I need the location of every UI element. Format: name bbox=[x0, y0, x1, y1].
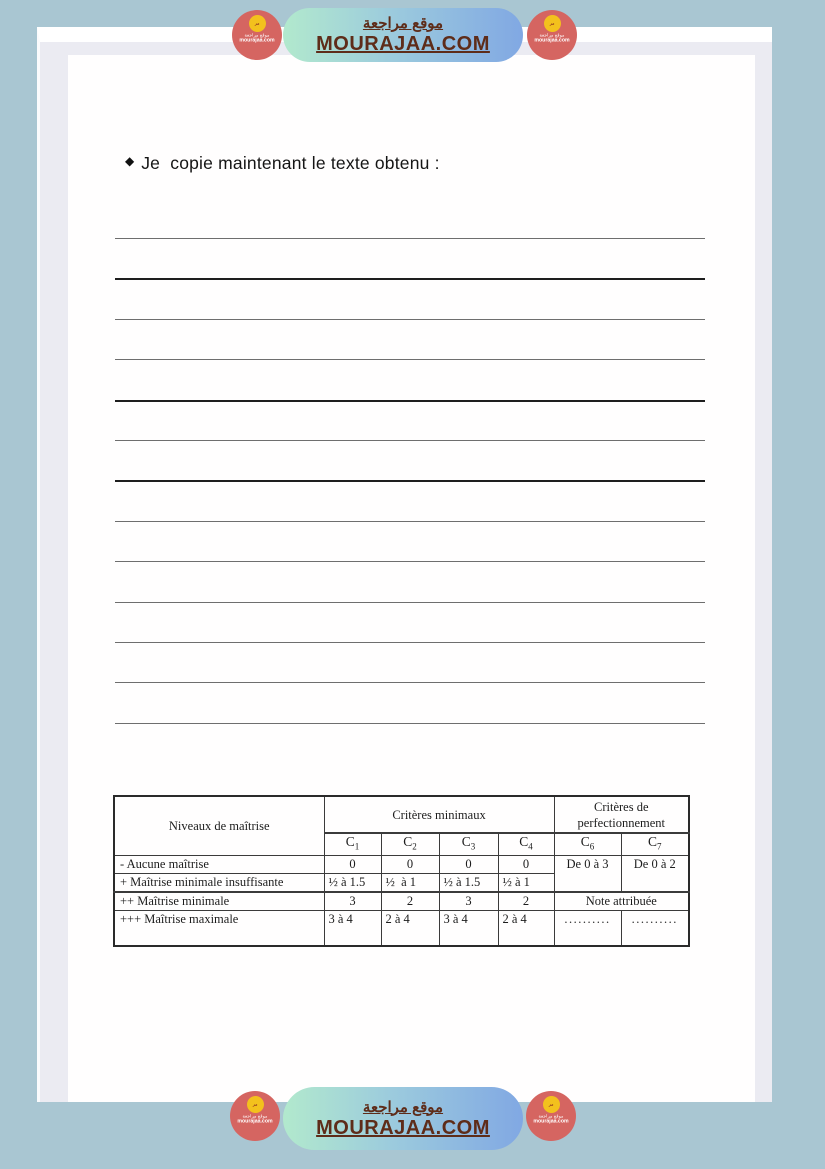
writing-line bbox=[115, 521, 705, 522]
site-name-arabic-link[interactable]: موقع مراجعة bbox=[362, 1098, 444, 1116]
cell-value: 2 à 4 bbox=[381, 910, 439, 946]
header-criteres-minimaux: Critères minimaux bbox=[324, 796, 554, 833]
diamond-bullet-icon: ◆ bbox=[125, 153, 135, 168]
table-row bbox=[114, 910, 689, 946]
logo-emblem-icon: مر bbox=[544, 15, 561, 32]
badge-domain-text: mourajaa.com bbox=[534, 37, 570, 43]
writing-line bbox=[115, 319, 705, 320]
writing-line bbox=[115, 561, 705, 562]
writing-line bbox=[115, 480, 705, 482]
header-c6: $C_6$ bbox=[554, 833, 621, 855]
top-banner bbox=[283, 8, 523, 62]
writing-line bbox=[115, 400, 705, 402]
document-page bbox=[68, 55, 755, 1102]
table-row bbox=[114, 855, 689, 873]
header-c2: $C_2$ bbox=[381, 833, 439, 855]
cell-perf-c7: De 0 à 2 bbox=[621, 855, 689, 892]
logo-emblem-icon: مر bbox=[247, 1096, 264, 1113]
cell-dots-c7: .......... bbox=[621, 910, 689, 946]
exercise-title: Je copie maintenant le texte obtenu : bbox=[141, 153, 440, 173]
badge-domain-text: mourajaa.com bbox=[237, 1118, 273, 1124]
badge-domain-text: mourajaa.com bbox=[533, 1118, 569, 1124]
badge-domain-text: mourajaa.com bbox=[239, 37, 275, 43]
header-c7: $C_7$ bbox=[621, 833, 689, 855]
writing-line bbox=[115, 682, 705, 683]
cell-value: 2 à 4 bbox=[498, 910, 554, 946]
row-label: ++ Maîtrise minimale bbox=[114, 892, 324, 910]
header-c1: $C_1$ bbox=[324, 833, 381, 855]
badge-arabic-text: موقع مراجعة bbox=[244, 32, 270, 38]
cell-value: 3 à 4 bbox=[439, 910, 498, 946]
writing-lines bbox=[115, 238, 705, 738]
row-label: + Maîtrise minimale insuffisante bbox=[114, 873, 324, 892]
row-label: - Aucune maîtrise bbox=[114, 855, 324, 873]
table-row bbox=[114, 892, 689, 910]
cell-value: 0 bbox=[439, 855, 498, 873]
cell-value: 0 bbox=[381, 855, 439, 873]
badge-arabic-text: موقع مراجعة bbox=[539, 32, 565, 38]
exercise-title-row bbox=[125, 153, 440, 174]
writing-line bbox=[115, 359, 705, 360]
writing-line bbox=[115, 440, 705, 441]
mourajaa-logo-badge-bottom-right bbox=[526, 1091, 576, 1141]
cell-value: 2 bbox=[498, 892, 554, 910]
badge-arabic-text: موقع مراجعة bbox=[242, 1113, 268, 1119]
table-header-groups-row bbox=[114, 796, 689, 833]
mourajaa-logo-badge-top-right bbox=[527, 10, 577, 60]
mourajaa-logo-badge-bottom-left bbox=[230, 1091, 280, 1141]
header-c3: $C_3$ bbox=[439, 833, 498, 855]
cell-value: ½ à 1 bbox=[381, 873, 439, 892]
mourajaa-logo-badge-top-left bbox=[232, 10, 282, 60]
cell-value: ½ à 1 bbox=[498, 873, 554, 892]
cell-dots-c6: .......... bbox=[554, 910, 621, 946]
cell-value: ½ à 1.5 bbox=[439, 873, 498, 892]
badge-arabic-text: موقع مراجعة bbox=[538, 1113, 564, 1119]
site-domain-link[interactable]: MOURAJAA.COM bbox=[316, 33, 490, 55]
cell-value: 0 bbox=[324, 855, 381, 873]
cell-note-attribuee: Note attribuée bbox=[554, 892, 689, 910]
header-criteres-perfectionnement: Critères de perfectionnement bbox=[554, 796, 689, 833]
cell-value: 3 à 4 bbox=[324, 910, 381, 946]
writing-line bbox=[115, 723, 705, 724]
cell-value: ½ à 1.5 bbox=[324, 873, 381, 892]
header-niveaux-de-maitrise: Niveaux de maîtrise bbox=[114, 796, 324, 855]
logo-emblem-icon: مر bbox=[543, 1096, 560, 1113]
writing-line bbox=[115, 642, 705, 643]
header-c4: $C_4$ bbox=[498, 833, 554, 855]
cell-value: 0 bbox=[498, 855, 554, 873]
cell-value: 3 bbox=[324, 892, 381, 910]
cell-value: 2 bbox=[381, 892, 439, 910]
row-label: +++ Maîtrise maximale bbox=[114, 910, 324, 946]
logo-emblem-icon: مر bbox=[249, 15, 266, 32]
cell-value: 3 bbox=[439, 892, 498, 910]
site-name-arabic-link[interactable]: موقع مراجعة bbox=[362, 15, 444, 32]
writing-line bbox=[115, 238, 705, 239]
cell-perf-c6: De 0 à 3 bbox=[554, 855, 621, 892]
writing-line bbox=[115, 278, 705, 280]
writing-line bbox=[115, 602, 705, 603]
site-domain-link[interactable]: MOURAJAA.COM bbox=[316, 1116, 490, 1139]
criteria-table bbox=[113, 795, 690, 947]
bottom-banner bbox=[283, 1087, 523, 1150]
